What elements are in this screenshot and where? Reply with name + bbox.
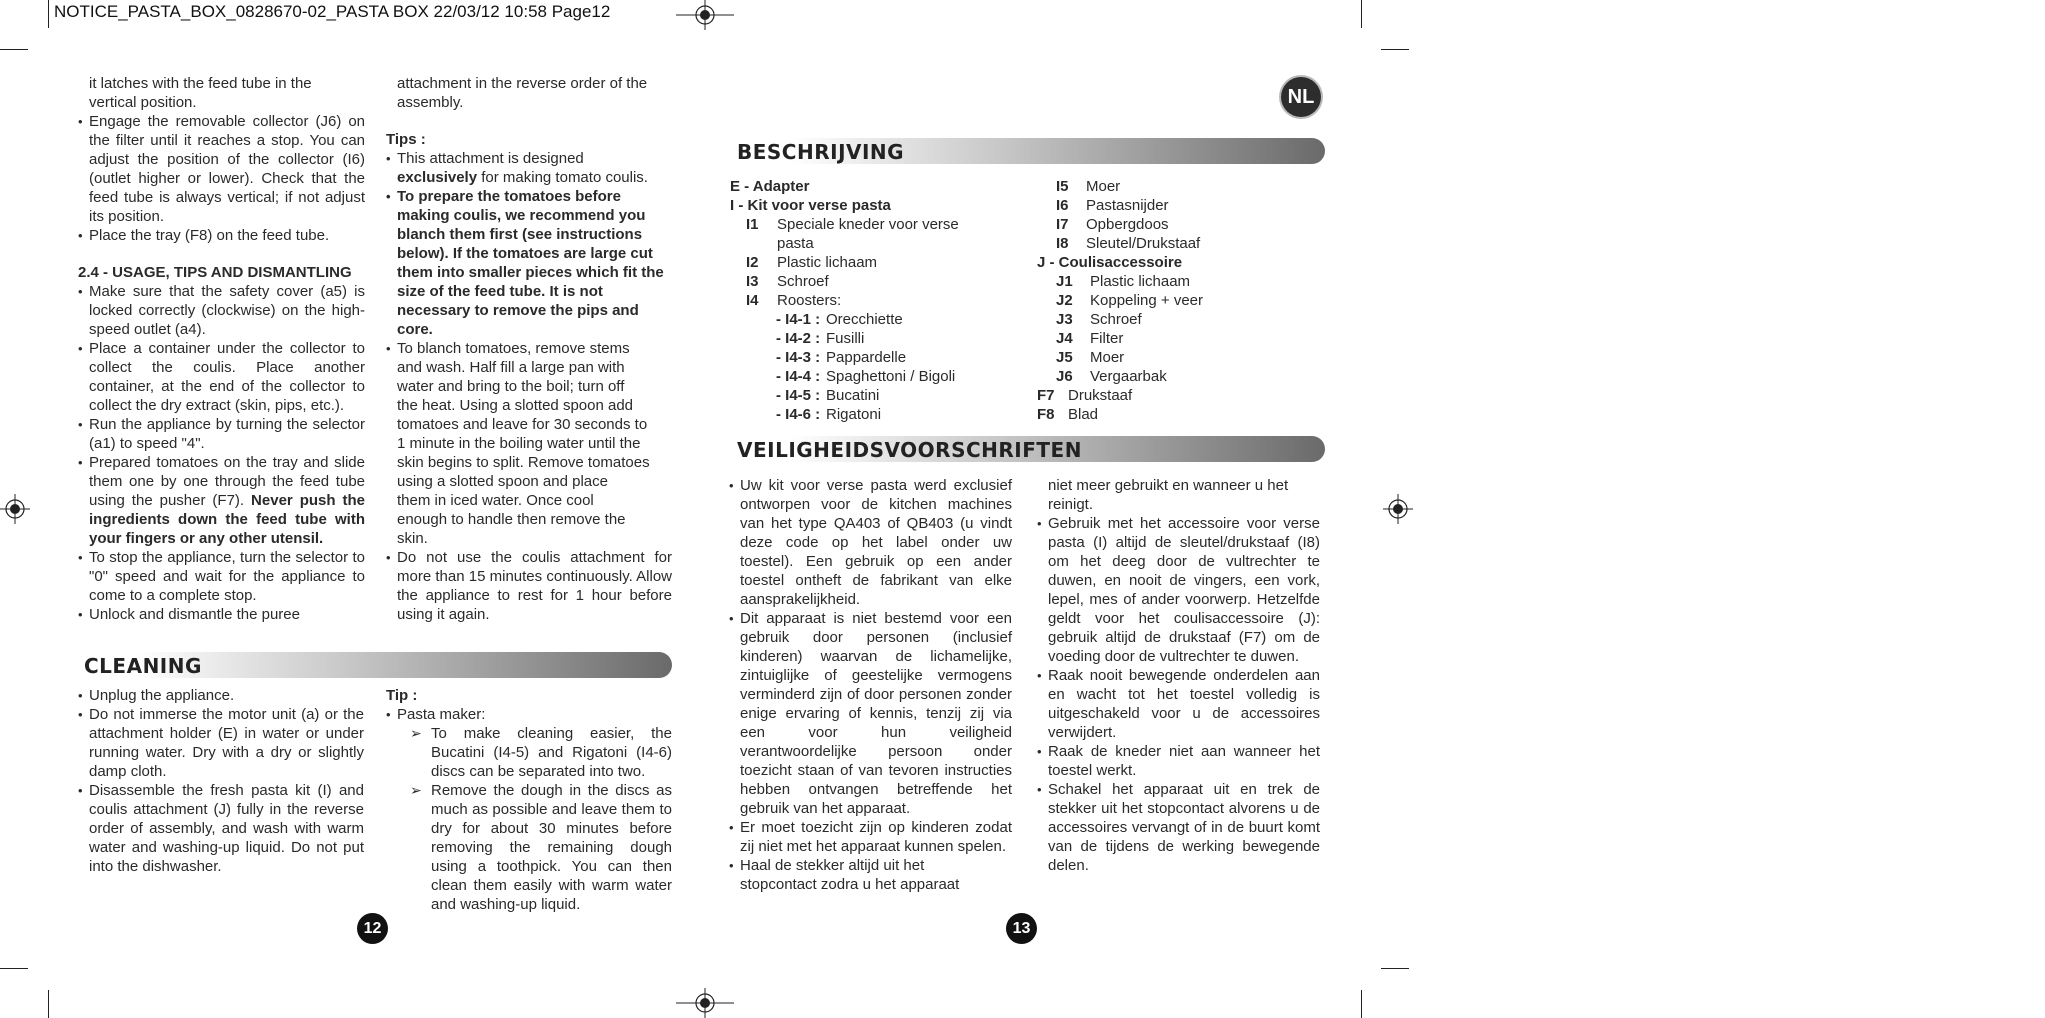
desc-code: I1 [746, 216, 759, 233]
desc-code: I5 [1056, 178, 1069, 195]
desc-sub-label: Fusilli [826, 330, 865, 347]
safety-bullet [729, 856, 1012, 894]
usage-bullet: • Run the appliance by turning the selector (a1) to speed "4". [78, 415, 365, 453]
desc-code: J4 [1056, 330, 1073, 347]
safety-line: niet meer gebruikt en wanneer u het [1048, 477, 1289, 494]
bullet-tray: • Place the tray (F8) on the feed tube. [78, 226, 365, 245]
safety-line: reinigt. [1048, 496, 1094, 513]
cleaning-tip-arrow: ➢ Remove the dough in the discs as much as possible and leave them to dry for about 30 minutes before removing the remaining dough using a toothpick. You can then clean them easily with warm water and washing-up liquid. [386, 781, 672, 914]
desc-code: I6 [1056, 197, 1069, 214]
blanch-line: using a slotted spoon and place [397, 473, 608, 490]
desc-label: Pastasnijder [1086, 197, 1169, 214]
tip-bullet [386, 149, 672, 187]
desc-code: I8 [1056, 235, 1069, 252]
intro-line: it latches with the feed tube in the [89, 75, 312, 92]
usage-bullet-warning: Never push the ingredients down the feed tube with your fingers or any other utensil. [89, 492, 365, 547]
desc-label: Roosters: [777, 292, 842, 309]
desc-label: Schroef [777, 273, 829, 290]
blanch-line: • To blanch tomatoes, remove stems [397, 340, 630, 357]
tip-emphasis: exclusively [397, 169, 478, 186]
safety-bullet: • Dit apparaat is niet bestemd voor een gebruik door personen (inclusief kinderen) waarvan de lichamelijke, zintuiglijke of geestelijke vermogens verminderd zijn of door personen zonder enige ervaring of kennis, tenzij zij via een voor hun veiligheid verantwoordelijke persoon onder toezicht staan of van tevoren instructies hebben ontvangen betreffende het gebruik van het apparaat. [729, 609, 1012, 818]
tips-title: Tips : [386, 131, 426, 148]
desc-label: Vergaarbak [1090, 368, 1167, 385]
continuation-line: attachment in the reverse order of the [397, 75, 648, 92]
cleaning-bullet: • Unplug the appliance. [78, 686, 364, 705]
page-number-13: 13 [1006, 913, 1037, 944]
veiligheid-column-1 [729, 476, 1012, 894]
safety-bullet: • Uw kit voor verse pasta werd exclusief ontworpen voor de kitchen machines van het type QA403 of QB403 (u vindt deze code op het label onder uw toestel). Een gebruik op een ander toestel ontheft de fabrikant van elke aansprakelijkheid. [729, 476, 1012, 609]
usage-bullet [78, 453, 365, 548]
desc-label: Plastic lichaam [1090, 273, 1191, 290]
desc-sub-code: - I4-5 : [776, 387, 821, 404]
blanch-line: water and bring to the boil; turn off [397, 378, 625, 395]
registration-mark-right [1383, 494, 1413, 524]
blanch-line: enough to handle then remove the [397, 511, 626, 528]
tip-text: This attachment is designed [397, 150, 584, 167]
cleaning-bullet: • Do not immerse the motor unit (a) or the attachment holder (E) in water or under running water. Dry with a dry or slightly damp cloth. [78, 705, 364, 781]
desc-code: J1 [1056, 273, 1073, 290]
cleaning-column-1 [78, 686, 364, 876]
intro-line: vertical position. [89, 94, 197, 111]
desc-sub-code: - I4-6 : [776, 406, 821, 423]
desc-label: Filter [1090, 330, 1124, 347]
registration-mark-top [676, 0, 734, 30]
tip-text: for making tomato coulis. [481, 169, 648, 186]
beschrijving-title: BESCHRIJVING [737, 140, 905, 164]
desc-label: Drukstaaf [1068, 387, 1133, 404]
blanch-line: skin. [397, 530, 428, 547]
desc-code: I7 [1056, 216, 1069, 233]
veiligheid-section-header [731, 436, 1325, 462]
usage-bullet: • Unlock and dismantle the puree [78, 605, 365, 624]
desc-code: F7 [1037, 387, 1055, 404]
left-page-column-2 [386, 74, 672, 624]
blanch-line: them in iced water. Once cool [397, 492, 594, 509]
desc-label: Plastic lichaam [777, 254, 878, 271]
beschrijving-section-header [731, 138, 1325, 164]
usage-bullet-text: Prepared tomatoes on the tray and slide them one by one through the feed tube using the pusher (F7). [89, 454, 365, 509]
desc-sub-label: Spaghettoni / Bigoli [826, 368, 956, 385]
desc-label: Blad [1068, 406, 1099, 423]
left-page-column-1 [78, 74, 365, 624]
tip-bullet-bold: • To prepare the tomatoes before making coulis, we recommend you blanch them first (see instructions below). If the tomatoes are large cut them into smaller pieces which fit the size of the feed tube. It is not necessary to remove the pips and core. [386, 187, 672, 339]
veiligheid-title: VEILIGHEIDSVOORSCHRIFTEN [737, 438, 1082, 462]
usage-bullet: • Place a container under the collector to collect the coulis. Place another container, at the end of the collector to collect the dry extract (skin, pips, etc.). [78, 339, 365, 415]
registration-mark-left [0, 494, 30, 524]
cleaning-column-2 [386, 686, 672, 914]
blanch-line: 1 minute in the boiling water until the [397, 435, 641, 452]
desc-code: J3 [1056, 311, 1073, 328]
desc-label: pasta [777, 235, 814, 252]
desc-code: I4 [746, 292, 759, 309]
blanch-line: and wash. Half fill a large pan with [397, 359, 625, 376]
cleaning-tip-arrow: ➢ To make cleaning easier, the Bucatini (I4-5) and Rigatoni (I4-6) discs can be separated into two. [386, 724, 672, 781]
desc-group: I - Kit voor verse pasta [730, 197, 891, 214]
language-badge: NL [1281, 77, 1321, 117]
desc-sub-label: Bucatini [826, 387, 880, 404]
safety-line: stopcontact zodra u het apparaat [740, 876, 960, 893]
cleaning-title: CLEANING [84, 654, 202, 678]
desc-label: Sleutel/Drukstaaf [1086, 235, 1201, 252]
blanch-line: the heat. Using a slotted spoon add [397, 397, 634, 414]
usage-bullet: • Make sure that the safety cover (a5) is locked correctly (clockwise) on the high-speed outlet (a4). [78, 282, 365, 339]
blanch-line: tomatoes and leave for 30 seconds to [397, 416, 648, 433]
cleaning-tip-title: Tip : [386, 687, 418, 704]
desc-code: F8 [1037, 406, 1055, 423]
veiligheid-column-2 [1037, 476, 1320, 875]
safety-continuation [1037, 476, 1320, 514]
safety-bullet: • Raak de kneder niet aan wanneer het toestel werkt. [1037, 742, 1320, 780]
usage-bullet: • To stop the appliance, turn the selector to "0" speed and wait for the appliance to come to a complete stop. [78, 548, 365, 605]
page-number-12: 12 [357, 913, 388, 944]
print-slug-header: NOTICE_PASTA_BOX_0828670-02_PASTA BOX 22/03/12 10:58 Page12 [54, 2, 611, 21]
safety-bullet: • Schakel het apparaat uit en trek de stekker uit het stopcontact alvorens u de accessoires vervangt of in de buurt komt van de tijdens de werking bewegende delen. [1037, 780, 1320, 875]
desc-label: Schroef [1090, 311, 1142, 328]
desc-sub-code: - I4-1 : [776, 311, 821, 328]
cleaning-bullet: • Disassemble the fresh pasta kit (I) and coulis attachment (J) fully in the reverse order of assembly, and wash with warm water and washing-up liquid. Do not put into the dishwasher. [78, 781, 364, 876]
desc-sub-label: Pappardelle [826, 349, 907, 366]
desc-code: I2 [746, 254, 759, 271]
registration-mark-bottom [676, 988, 734, 1018]
desc-code: J2 [1056, 292, 1073, 309]
safety-bullet: • Gebruik met het accessoire voor verse pasta (I) altijd de sleutel/drukstaaf (I8) om het deeg door de vultrechter te duwen, en nooit de vingers, een vork, lepel, mes of ander voorwerp. Hetzelfde geldt voor het coulisaccessoire (J): gebruik altijd de drukstaaf (F7) om de voeding door de vultrechter te duwen. [1037, 514, 1320, 666]
safety-bullet: • Raak nooit bewegende onderdelen aan en wacht tot het toestel volledig is uitgeschakeld voor u de accessoires verwijdert. [1037, 666, 1320, 742]
desc-code: J5 [1056, 349, 1073, 366]
desc-label: Opbergdoos [1086, 216, 1169, 233]
desc-sub-code: - I4-3 : [776, 349, 821, 366]
tip-bullet: • Do not use the coulis attachment for more than 15 minutes continuously. Allow the appliance to rest for 1 hour before using it again. [386, 548, 672, 624]
desc-group: E - Adapter [730, 178, 810, 195]
desc-sub-label: Rigatoni [826, 406, 882, 423]
desc-label: Moer [1086, 178, 1121, 195]
cleaning-section-header [78, 652, 672, 678]
desc-sub-label: Orecchiette [826, 311, 903, 328]
cleaning-tip-subtitle: • Pasta maker: [386, 705, 672, 724]
blanch-line: skin begins to split. Remove tomatoes [397, 454, 650, 471]
desc-code: I3 [746, 273, 759, 290]
section-2-4-title: 2.4 - USAGE, TIPS AND DISMANTLING [78, 264, 352, 281]
desc-sub-code: - I4-2 : [776, 330, 821, 347]
safety-line: • Haal de stekker altijd uit het [740, 857, 925, 874]
bullet-collector: • Engage the removable collector (J6) on the filter until it reaches a stop. You can adjust the position of the collector (I6) (outlet higher or lower). Check that the feed tube is always vertical; if not adjust its position. [78, 112, 365, 226]
desc-group: J - Coulisaccessoire [1037, 254, 1183, 271]
desc-code: J6 [1056, 368, 1073, 385]
tip-bullet-blanching [386, 339, 672, 548]
continuation-line: assembly. [397, 94, 464, 111]
safety-bullet: • Er moet toezicht zijn op kinderen zodat zij niet met het apparaat kunnen spelen. [729, 818, 1012, 856]
desc-label: Koppeling + veer [1090, 292, 1203, 309]
desc-sub-code: - I4-4 : [776, 368, 821, 385]
desc-label: Moer [1090, 349, 1125, 366]
desc-label: Speciale kneder voor verse [777, 216, 959, 233]
